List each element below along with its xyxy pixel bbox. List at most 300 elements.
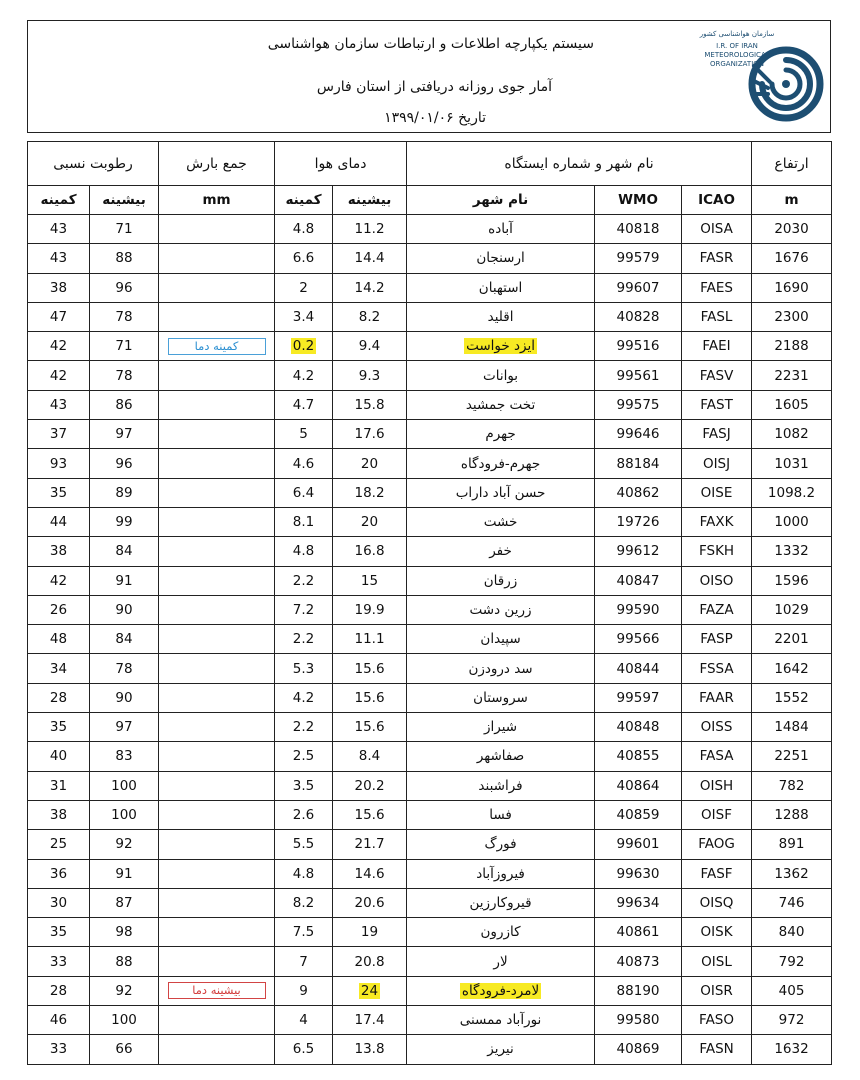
cell-min-temp: 6.5 (275, 1035, 333, 1064)
cell-min-humidity: 28 (28, 683, 90, 712)
cell-altitude: 2201 (752, 625, 832, 654)
cell-max-humidity: 88 (90, 244, 159, 273)
cell-wmo: 99580 (595, 1006, 682, 1035)
cell-wmo: 99566 (595, 625, 682, 654)
cell-min-humidity: 43 (28, 244, 90, 273)
table-row (28, 595, 832, 624)
cell-altitude: 1484 (752, 713, 832, 742)
table-row (28, 713, 832, 742)
cell-max-temp: 9.4 (333, 332, 407, 361)
cell-wmo: 40847 (595, 566, 682, 595)
cell-max-temp: 19 (333, 918, 407, 947)
report-subtitle: آمار جوی روزانه دریافتی از استان فارس (316, 79, 552, 95)
cell-min-temp: 2.2 (275, 566, 333, 595)
cell-precip (159, 390, 275, 419)
cell-altitude: 2030 (752, 215, 832, 244)
cell-max-temp: 14.4 (333, 244, 407, 273)
temperature-header: دمای هوا (275, 142, 407, 186)
table-row (28, 947, 832, 976)
table-row (28, 888, 832, 917)
spiral-emblem-icon (696, 28, 824, 126)
cell-max-temp: 17.6 (333, 420, 407, 449)
cell-max-humidity: 91 (90, 859, 159, 888)
cell-min-humidity: 40 (28, 742, 90, 771)
cell-min-temp: 4.8 (275, 215, 333, 244)
cell-city: حسن آباد داراب (407, 478, 595, 507)
cell-city: قیروکارزین (407, 888, 595, 917)
cell-min-humidity: 26 (28, 595, 90, 624)
cell-min-humidity: 43 (28, 390, 90, 419)
table-row (28, 420, 832, 449)
cell-min-temp: 7.2 (275, 595, 333, 624)
table-row (28, 800, 832, 829)
cell-icao: FASJ (682, 420, 752, 449)
cell-icao: FAES (682, 273, 752, 302)
report-title: سیستم یکپارچه اطلاعات و ارتباطات سازمان هواشناسی (267, 36, 594, 52)
cell-min-humidity: 36 (28, 859, 90, 888)
cell-wmo: 88184 (595, 449, 682, 478)
cell-min-temp: 4.2 (275, 683, 333, 712)
cell-precip (159, 918, 275, 947)
col-min-humidity: کمینه (28, 186, 90, 215)
cell-wmo: 99612 (595, 537, 682, 566)
cell-max-humidity: 83 (90, 742, 159, 771)
cell-icao: FSSA (682, 654, 752, 683)
cell-altitude: 972 (752, 1006, 832, 1035)
cell-wmo: 40844 (595, 654, 682, 683)
cell-altitude: 1082 (752, 420, 832, 449)
cell-max-humidity: 89 (90, 478, 159, 507)
table-row (28, 537, 832, 566)
cell-precip (159, 771, 275, 800)
cell-max-temp: 9.3 (333, 361, 407, 390)
cell-wmo: 40855 (595, 742, 682, 771)
col-wmo: WMO (595, 186, 682, 215)
table-row (28, 1035, 832, 1064)
cell-icao: OISA (682, 215, 752, 244)
cell-city: آباده (407, 215, 595, 244)
cell-altitude: 1098.2 (752, 478, 832, 507)
cell-min-humidity: 35 (28, 478, 90, 507)
cell-max-temp: 20.8 (333, 947, 407, 976)
cell-city: اقلید (407, 302, 595, 331)
cell-city: ارسنجان (407, 244, 595, 273)
highlighted-value: 24 (360, 982, 379, 999)
cell-altitude: 1676 (752, 244, 832, 273)
cell-icao: FASA (682, 742, 752, 771)
cell-min-humidity: 48 (28, 625, 90, 654)
cell-max-humidity: 86 (90, 390, 159, 419)
cell-city: جهرم-فرودگاه (407, 449, 595, 478)
cell-max-humidity: 97 (90, 420, 159, 449)
cell-altitude: 792 (752, 947, 832, 976)
cell-icao: FAXK (682, 507, 752, 536)
cell-max-humidity: 71 (90, 332, 159, 361)
cell-altitude: 891 (752, 830, 832, 859)
cell-altitude: 405 (752, 976, 832, 1005)
cell-altitude: 2231 (752, 361, 832, 390)
cell-wmo: 99561 (595, 361, 682, 390)
cell-icao: OISQ (682, 888, 752, 917)
cell-altitude: 1000 (752, 507, 832, 536)
cell-precip (159, 859, 275, 888)
cell-wmo: 99646 (595, 420, 682, 449)
cell-max-humidity: 90 (90, 683, 159, 712)
cell-min-temp: 2 (275, 273, 333, 302)
cell-altitude: 840 (752, 918, 832, 947)
cell-city: سد درودزن (407, 654, 595, 683)
cell-icao: FAST (682, 390, 752, 419)
cell-icao: FAOG (682, 830, 752, 859)
cell-icao: FAAR (682, 683, 752, 712)
precip-header: جمع بارش (159, 142, 275, 186)
cell-min-temp: 6.4 (275, 478, 333, 507)
cell-city: نورآباد ممسنی (407, 1006, 595, 1035)
cell-altitude: 1031 (752, 449, 832, 478)
table-row (28, 361, 832, 390)
cell-min-temp: 4 (275, 1006, 333, 1035)
cell-wmo: 99590 (595, 595, 682, 624)
cell-precip (159, 976, 275, 1005)
cell-max-humidity: 100 (90, 1006, 159, 1035)
cell-city: فورگ (407, 830, 595, 859)
cell-altitude: 1362 (752, 859, 832, 888)
table-row (28, 566, 832, 595)
cell-min-humidity: 30 (28, 888, 90, 917)
cell-max-temp: 15.6 (333, 713, 407, 742)
cell-max-humidity: 91 (90, 566, 159, 595)
cell-precip (159, 713, 275, 742)
table-row (28, 273, 832, 302)
cell-min-temp: 3.5 (275, 771, 333, 800)
cell-max-humidity: 90 (90, 595, 159, 624)
cell-min-humidity: 93 (28, 449, 90, 478)
cell-max-humidity: 92 (90, 830, 159, 859)
cell-min-temp: 8.2 (275, 888, 333, 917)
cell-min-temp: 8.1 (275, 507, 333, 536)
cell-altitude: 1632 (752, 1035, 832, 1064)
cell-wmo: 99630 (595, 859, 682, 888)
cell-max-temp: 16.8 (333, 537, 407, 566)
cell-icao: FAZA (682, 595, 752, 624)
cell-wmo: 40828 (595, 302, 682, 331)
cell-city: سپیدان (407, 625, 595, 654)
cell-precip (159, 595, 275, 624)
table-row (28, 859, 832, 888)
cell-min-temp: 6.6 (275, 244, 333, 273)
cell-max-temp: 17.4 (333, 1006, 407, 1035)
cell-altitude: 1332 (752, 537, 832, 566)
cell-max-temp: 20 (333, 507, 407, 536)
cell-min-temp: 4.6 (275, 449, 333, 478)
logo-line-3: ORGANIZATION (709, 60, 764, 68)
cell-min-humidity: 38 (28, 537, 90, 566)
table-row (28, 449, 832, 478)
cell-precip (159, 947, 275, 976)
table-row (28, 1006, 832, 1035)
table-row (28, 302, 832, 331)
cell-max-temp: 11.1 (333, 625, 407, 654)
cell-icao: OISS (682, 713, 752, 742)
cell-icao: FASN (682, 1035, 752, 1064)
cell-max-humidity: 71 (90, 215, 159, 244)
logo-line-2: METEOROLOGICAL (704, 51, 770, 59)
group-header-row (28, 142, 832, 186)
cell-precip (159, 302, 275, 331)
cell-max-humidity: 92 (90, 976, 159, 1005)
cell-precip (159, 1035, 275, 1064)
cell-min-humidity: 42 (28, 332, 90, 361)
cell-altitude: 1552 (752, 683, 832, 712)
cell-max-humidity: 96 (90, 273, 159, 302)
altitude-header: ارتفاع (752, 142, 832, 186)
cell-wmo: 99607 (595, 273, 682, 302)
cell-wmo: 99575 (595, 390, 682, 419)
cell-icao: FSKH (682, 537, 752, 566)
cell-icao: OISK (682, 918, 752, 947)
cell-max-humidity: 66 (90, 1035, 159, 1064)
cell-city: فیروزآباد (407, 859, 595, 888)
cell-wmo: 88190 (595, 976, 682, 1005)
cell-max-temp: 14.2 (333, 273, 407, 302)
cell-min-temp: 3.4 (275, 302, 333, 331)
cell-precip (159, 830, 275, 859)
table-row (28, 654, 832, 683)
cell-city (407, 976, 595, 1005)
cell-wmo: 40861 (595, 918, 682, 947)
weather-data-table (27, 141, 832, 1065)
cell-wmo: 40873 (595, 947, 682, 976)
cell-max-temp: 20.6 (333, 888, 407, 917)
table-row (28, 976, 832, 1005)
cell-icao: FAEI (682, 332, 752, 361)
cell-city: فراشبند (407, 771, 595, 800)
cell-precip (159, 420, 275, 449)
cell-min-temp: 4.8 (275, 537, 333, 566)
cell-icao: OISL (682, 947, 752, 976)
cell-max-temp: 20 (333, 449, 407, 478)
cell-altitude: 1029 (752, 595, 832, 624)
table-row (28, 683, 832, 712)
cell-min-humidity: 31 (28, 771, 90, 800)
cell-max-temp: 8.2 (333, 302, 407, 331)
cell-altitude: 2188 (752, 332, 832, 361)
cell-city: زرقان (407, 566, 595, 595)
humidity-header: رطوبت نسبی (28, 142, 159, 186)
cell-altitude: 1596 (752, 566, 832, 595)
cell-precip (159, 1006, 275, 1035)
cell-precip (159, 273, 275, 302)
cell-precip (159, 654, 275, 683)
cell-icao: OISR (682, 976, 752, 1005)
cell-min-temp (275, 332, 333, 361)
cell-altitude: 746 (752, 888, 832, 917)
cell-city: صفاشهر (407, 742, 595, 771)
highlighted-value: ایزد خواست (466, 338, 535, 355)
cell-max-humidity: 100 (90, 771, 159, 800)
table-row (28, 830, 832, 859)
table-row (28, 625, 832, 654)
cell-wmo: 40869 (595, 1035, 682, 1064)
cell-max-temp: 15.6 (333, 683, 407, 712)
table-row (28, 507, 832, 536)
cell-max-temp (333, 976, 407, 1005)
table-row (28, 244, 832, 273)
cell-wmo: 99516 (595, 332, 682, 361)
cell-altitude: 2251 (752, 742, 832, 771)
report-header (27, 20, 831, 133)
cell-wmo: 40859 (595, 800, 682, 829)
cell-icao: FASL (682, 302, 752, 331)
cell-min-humidity: 42 (28, 361, 90, 390)
cell-city: نیریز (407, 1035, 595, 1064)
cell-max-temp: 15.6 (333, 800, 407, 829)
cell-max-temp: 15 (333, 566, 407, 595)
cell-icao: FASP (682, 625, 752, 654)
logo-persian-text: سازمان هواشناسی کشور (699, 30, 775, 38)
cell-precip (159, 683, 275, 712)
cell-city: استهبان (407, 273, 595, 302)
cell-city: فسا (407, 800, 595, 829)
cell-icao: OISE (682, 478, 752, 507)
cell-wmo: 40848 (595, 713, 682, 742)
table-row (28, 478, 832, 507)
cell-city: خشت (407, 507, 595, 536)
table-row (28, 742, 832, 771)
cell-min-temp: 2.5 (275, 742, 333, 771)
cell-min-humidity: 46 (28, 1006, 90, 1035)
cell-wmo: 99634 (595, 888, 682, 917)
cell-wmo: 19726 (595, 507, 682, 536)
cell-min-humidity: 28 (28, 976, 90, 1005)
cell-precip (159, 244, 275, 273)
cell-altitude: 1605 (752, 390, 832, 419)
cell-max-humidity: 97 (90, 713, 159, 742)
report-date: تاریخ ۱۳۹۹/۰۱/۰۶ (384, 110, 486, 126)
cell-max-humidity: 99 (90, 507, 159, 536)
cell-min-temp: 4.2 (275, 361, 333, 390)
cell-wmo: 40864 (595, 771, 682, 800)
cell-max-humidity: 84 (90, 625, 159, 654)
cell-city: سروستان (407, 683, 595, 712)
col-city-name: نام شهر (407, 186, 595, 215)
cell-min-humidity: 25 (28, 830, 90, 859)
cell-max-temp: 19.9 (333, 595, 407, 624)
cell-city: زرین دشت (407, 595, 595, 624)
cell-max-temp: 18.2 (333, 478, 407, 507)
cell-min-temp: 5.3 (275, 654, 333, 683)
col-max-temp: بیشینه (333, 186, 407, 215)
cell-precip (159, 215, 275, 244)
cell-precip (159, 800, 275, 829)
cell-max-temp: 13.8 (333, 1035, 407, 1064)
cell-min-temp: 5.5 (275, 830, 333, 859)
logo-line-1: I.R. OF IRAN (716, 42, 758, 50)
cell-min-humidity: 42 (28, 566, 90, 595)
cell-min-humidity: 35 (28, 713, 90, 742)
table-row (28, 918, 832, 947)
cell-min-temp: 2.2 (275, 625, 333, 654)
cell-min-humidity: 43 (28, 215, 90, 244)
min-temp-annotation: کمینه دما (168, 338, 266, 355)
highlighted-value: لامرد-فرودگاه (461, 982, 540, 999)
cell-icao: FASV (682, 361, 752, 390)
cell-wmo: 99579 (595, 244, 682, 273)
cell-max-humidity: 78 (90, 361, 159, 390)
col-max-humidity: بیشینه (90, 186, 159, 215)
cell-wmo: 40862 (595, 478, 682, 507)
cell-max-temp: 20.2 (333, 771, 407, 800)
cell-max-temp: 11.2 (333, 215, 407, 244)
cell-city: لار (407, 947, 595, 976)
cell-altitude: 1288 (752, 800, 832, 829)
table-row (28, 771, 832, 800)
cell-precip (159, 361, 275, 390)
cell-min-temp: 2.6 (275, 800, 333, 829)
cell-max-temp: 21.7 (333, 830, 407, 859)
cell-precip (159, 449, 275, 478)
cell-city: تخت جمشید (407, 390, 595, 419)
cell-max-humidity: 100 (90, 800, 159, 829)
cell-precip (159, 566, 275, 595)
cell-max-temp: 8.4 (333, 742, 407, 771)
cell-city: جهرم (407, 420, 595, 449)
cell-precip (159, 478, 275, 507)
cell-icao: OISF (682, 800, 752, 829)
cell-min-humidity: 33 (28, 1035, 90, 1064)
cell-min-humidity: 37 (28, 420, 90, 449)
cell-max-humidity: 84 (90, 537, 159, 566)
cell-min-temp: 7.5 (275, 918, 333, 947)
cell-altitude: 782 (752, 771, 832, 800)
table-row (28, 332, 832, 361)
cell-city: کازرون (407, 918, 595, 947)
cell-min-humidity: 34 (28, 654, 90, 683)
table-row (28, 390, 832, 419)
cell-max-humidity: 96 (90, 449, 159, 478)
station-header: نام شهر و شماره ایستگاه (407, 142, 752, 186)
col-altitude-unit: m (752, 186, 832, 215)
cell-max-humidity: 78 (90, 654, 159, 683)
cell-max-humidity: 98 (90, 918, 159, 947)
cell-precip (159, 537, 275, 566)
cell-city: شیراز (407, 713, 595, 742)
cell-max-humidity: 87 (90, 888, 159, 917)
col-icao: ICAO (682, 186, 752, 215)
cell-min-humidity: 38 (28, 273, 90, 302)
highlighted-value: 0.2 (292, 338, 315, 355)
cell-city: خفر (407, 537, 595, 566)
cell-min-temp: 4.7 (275, 390, 333, 419)
cell-max-humidity: 88 (90, 947, 159, 976)
cell-icao: FASF (682, 859, 752, 888)
cell-altitude: 2300 (752, 302, 832, 331)
cell-precip (159, 332, 275, 361)
cell-wmo: 99597 (595, 683, 682, 712)
cell-icao: FASR (682, 244, 752, 273)
max-temp-annotation: بیشینه دما (168, 982, 266, 999)
cell-min-temp: 5 (275, 420, 333, 449)
cell-min-temp: 9 (275, 976, 333, 1005)
column-header-row (28, 186, 832, 215)
cell-icao: FASO (682, 1006, 752, 1035)
cell-city (407, 332, 595, 361)
cell-min-humidity: 35 (28, 918, 90, 947)
cell-max-temp: 15.8 (333, 390, 407, 419)
cell-icao: OISH (682, 771, 752, 800)
col-min-temp: کمینه (275, 186, 333, 215)
cell-max-temp: 14.6 (333, 859, 407, 888)
